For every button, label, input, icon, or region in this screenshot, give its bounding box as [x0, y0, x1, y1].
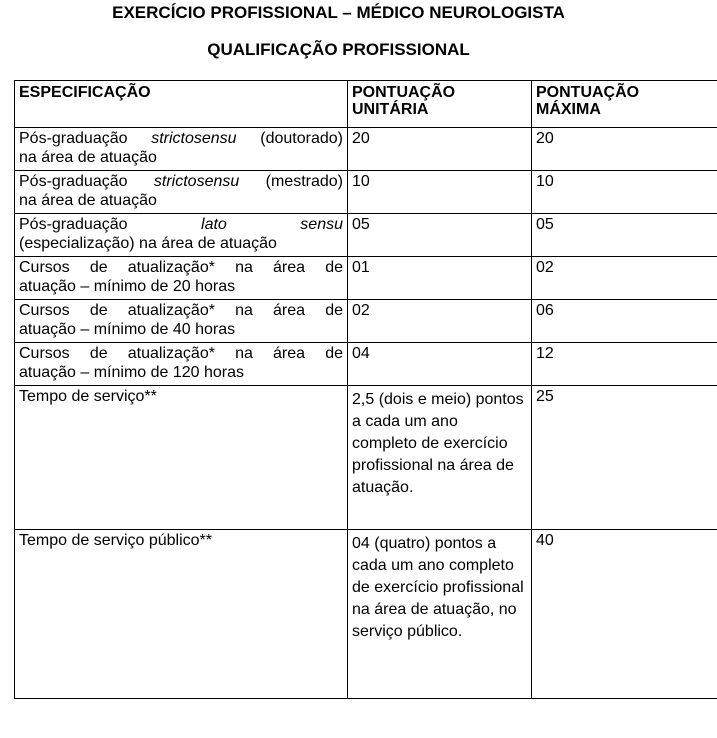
- header-unit-line1: PONTUAÇÃO: [352, 84, 456, 101]
- max-score-cell: 25: [532, 386, 717, 530]
- spec-cell: [15, 128, 348, 171]
- spec-line1: Cursos de atualização* na área de: [19, 345, 343, 362]
- spec-text: Pós-graduação: [19, 130, 152, 147]
- unit-score-cell: [348, 386, 532, 530]
- spec-line2: na área de atuação: [19, 192, 157, 209]
- max-score-cell: 40: [532, 530, 717, 699]
- unit-score-cell: 05: [348, 214, 532, 257]
- unit-score-cell: 10: [348, 171, 532, 214]
- spec-emphasis: lato sensu: [201, 216, 343, 233]
- spec-line1: [19, 129, 343, 148]
- header-pontuacao-unitaria: [348, 81, 532, 128]
- max-score-cell: 20: [532, 128, 717, 171]
- spec-line1: Cursos de atualização* na área de: [19, 259, 343, 276]
- unit-score-cell: 02: [348, 300, 532, 343]
- spec-text: Pós-graduação: [19, 173, 154, 190]
- section-title: QUALIFICAÇÃO PROFISSIONAL: [207, 40, 470, 59]
- spec-cell: Tempo de serviço público**: [15, 530, 348, 699]
- spec-cell: Tempo de serviço**: [15, 386, 348, 530]
- document-title: EXERCÍCIO PROFISSIONAL – MÉDICO NEUROLOGISTA: [112, 3, 565, 22]
- max-score-cell: 02: [532, 257, 717, 300]
- header-pontuacao-maxima: [532, 81, 717, 128]
- table-row: [15, 530, 717, 699]
- spec-line1: Cursos de atualização* na área de: [19, 302, 343, 319]
- spec-line1: [19, 215, 343, 234]
- spec-line2: (especialização) na área de atuação: [19, 235, 277, 252]
- table-row: [15, 128, 717, 171]
- spec-cell: [15, 257, 348, 300]
- table-row: [15, 171, 717, 214]
- table-header-row: [15, 81, 717, 128]
- spec-emphasis: strictosensu: [153, 173, 240, 190]
- spec-emphasis: strictosensu: [151, 130, 237, 147]
- max-score-cell: 05: [532, 214, 717, 257]
- spec-line2: atuação – mínimo de 20 horas: [19, 278, 236, 295]
- table-row: [15, 343, 717, 386]
- max-score-cell: 10: [532, 171, 717, 214]
- table-row: [15, 386, 717, 530]
- qualification-table: [14, 80, 717, 699]
- unit-score-cell: [348, 530, 532, 699]
- header-max-line1: PONTUAÇÃO: [536, 84, 640, 101]
- spec-line2: na área de atuação: [19, 149, 157, 166]
- max-score-cell: 12: [532, 343, 717, 386]
- spec-line2: atuação – mínimo de 120 horas: [19, 364, 245, 381]
- table-row: [15, 214, 717, 257]
- unit-score-cell: 20: [348, 128, 532, 171]
- max-score-cell: 06: [532, 300, 717, 343]
- unit-score-text: 04 (quatro) pontos a cada um ano completo de exercício profissional na área de atuação, no serviço público.: [352, 535, 524, 640]
- table-row: [15, 300, 717, 343]
- unit-score-text: 2,5 (dois e meio) pontos a cada um ano completo de exercício profissional na área de atuação.: [352, 391, 524, 496]
- unit-score-cell: 04: [348, 343, 532, 386]
- spec-text: (doutorado): [236, 130, 343, 147]
- spec-line2: atuação – mínimo de 40 horas: [19, 321, 236, 338]
- spec-text: Pós-graduação: [19, 216, 202, 233]
- spec-line1: [19, 172, 343, 191]
- spec-text: (mestrado): [239, 173, 343, 190]
- header-especificacao: [15, 81, 348, 128]
- table-row: [15, 257, 717, 300]
- spec-cell: [15, 214, 348, 257]
- spec-cell: [15, 171, 348, 214]
- spec-cell: [15, 300, 348, 343]
- header-especificacao-label: ESPECIFICAÇÃO: [19, 84, 151, 101]
- spec-cell: [15, 343, 348, 386]
- header-unit-line2: UNITÁRIA: [352, 101, 429, 118]
- header-max-line2: MÁXIMA: [536, 101, 601, 118]
- unit-score-cell: 01: [348, 257, 532, 300]
